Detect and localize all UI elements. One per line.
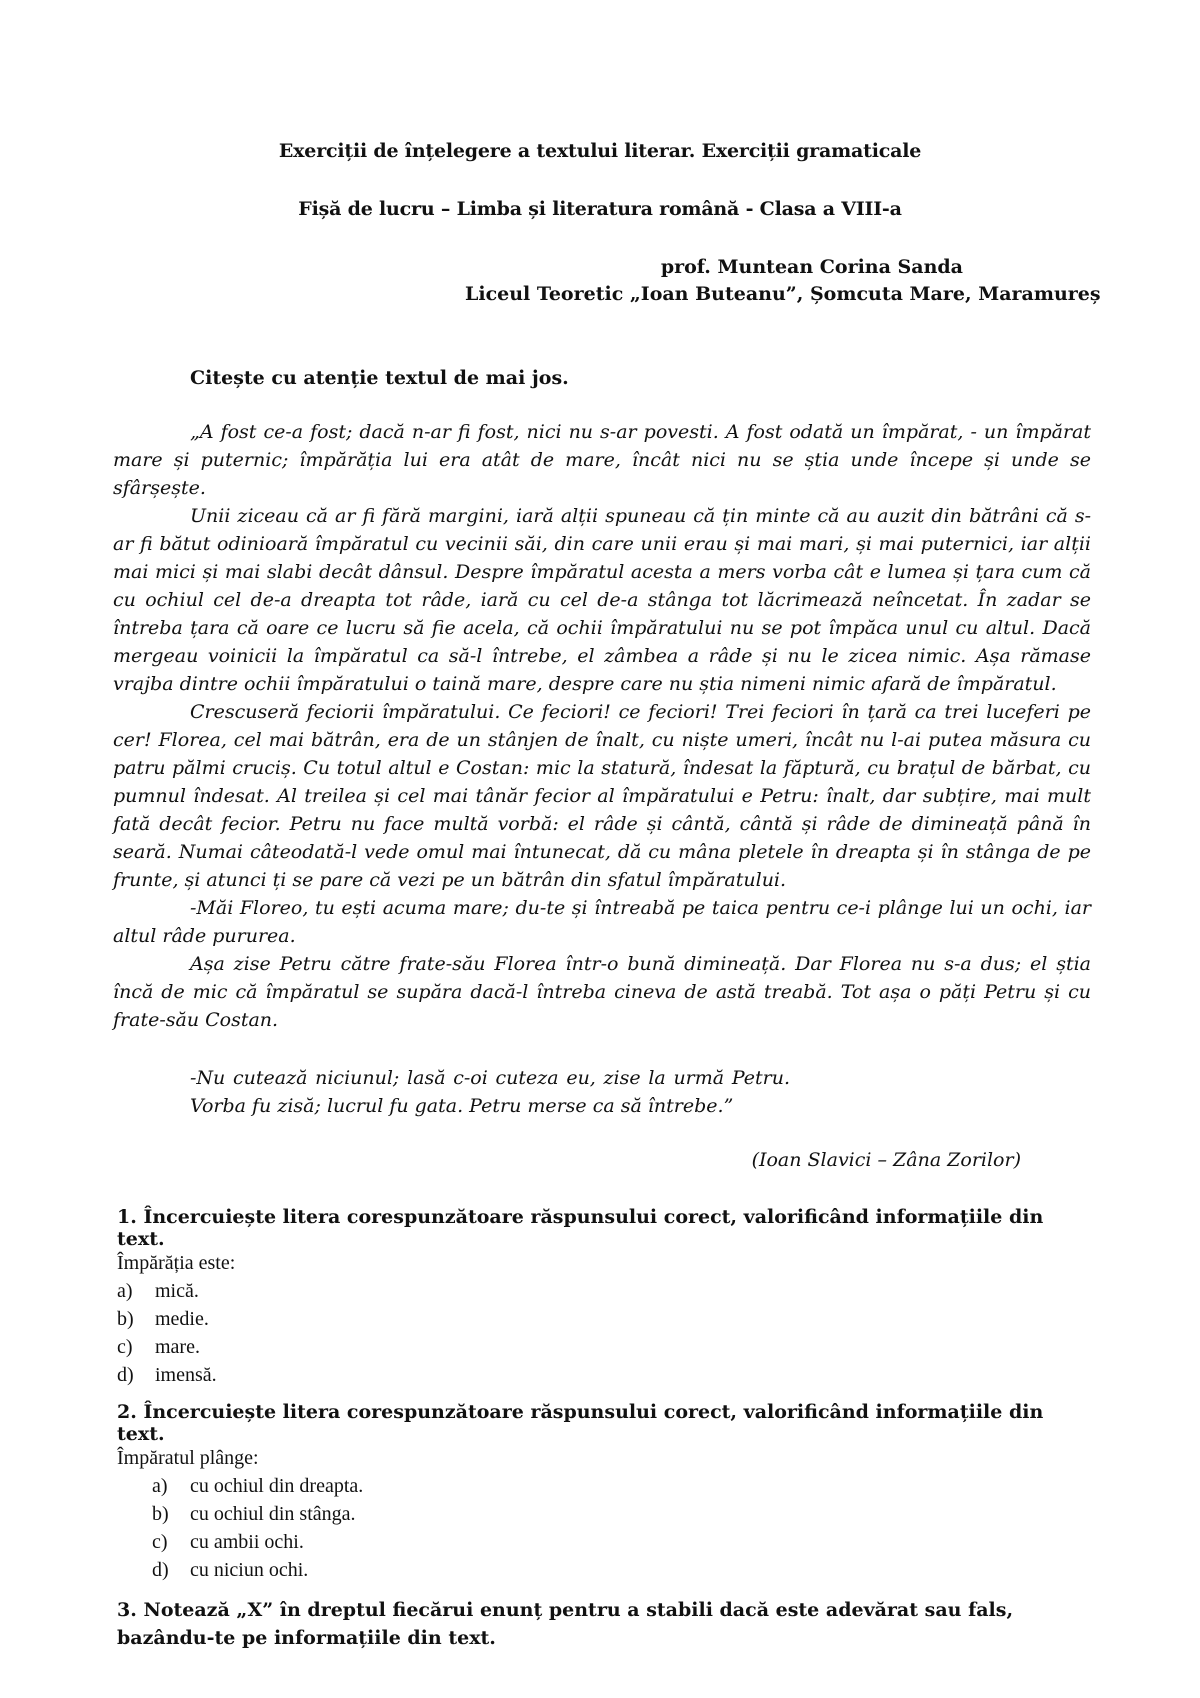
option-text: imensă.	[155, 1364, 217, 1386]
option-text: cu niciun ochi.	[190, 1559, 309, 1581]
reading-instruction: Citește cu atenție textul de mai jos.	[190, 367, 569, 389]
text-paragraph: -Nu cutează niciunul; lasă c-oi cuteza eu, zise la urmă Petru. Vorba fu zisă; lucrul fu gata. Petru merse ca să întrebe.”	[190, 1067, 790, 1117]
answer-option[interactable]	[117, 1305, 1097, 1333]
text-paragraph: „A fost ce-a fost; dacă n-ar fi fost, nici nu s-ar povesti. A fost odată un împărat, - un împărat mare și puternic; împărăția lui era atât de mare, încât nici nu se știa unde începe și unde se sfârșește.	[113, 421, 1091, 499]
option-letter: c)	[152, 1531, 168, 1553]
answer-option[interactable]	[117, 1277, 1097, 1305]
option-letter: c)	[117, 1336, 133, 1358]
option-letter: b)	[117, 1308, 134, 1330]
answer-option[interactable]	[152, 1556, 1097, 1584]
option-letter: d)	[117, 1364, 134, 1386]
question-title: 1. Încercuiește litera corespunzătoare răspunsului corect, valorificând informațiile din text.	[117, 1206, 1044, 1250]
option-text: mică.	[155, 1280, 199, 1302]
answer-options	[152, 1472, 1097, 1584]
option-letter: d)	[152, 1559, 169, 1581]
text-source: (Ioan Slavici – Zâna Zorilor)	[751, 1149, 1021, 1171]
school-name: Liceul Teoretic „Ioan Buteanu”, Șomcuta Mare, Maramureș	[465, 283, 1101, 305]
option-letter: b)	[152, 1503, 169, 1525]
question-title: 2. Încercuiește litera corespunzătoare răspunsului corect, valorificând informațiile din text.	[117, 1401, 1044, 1445]
option-text: cu ambii ochi.	[190, 1531, 304, 1553]
text-paragraph: Așa zise Petru către frate-său Florea într-o bună dimineață. Dar Florea nu s-a dus; el știa încă de mic că împăratul se supăra dacă-l întreba cineva de astă treabă. Tot așa o păți Petru și cu frate-său Costan.	[113, 953, 1091, 1031]
question-2	[117, 1401, 1097, 1584]
text-paragraph: Crescuseră feciorii împăratului. Ce feciori! ce feciori! Trei feciori în țară ca trei luceferi pe cer! Florea, cel mai bătrân, era de un stânjen de înalt, cu niște umeri, încât nu l-ai putea măsura cu patru pălmi cruciș. Cu totul altul e Costan: mic la statură, îndesat la făptură, cu brațul de bărbat, cu pumnul îndesat. Al treilea și cel mai tânăr fecior al împăratului e Petru: înalt, dar subțire, mai mult fată decât fecior. Petru nu face multă vorbă: el râde și cântă, cântă și râde de dimineață până în seară. Numai câteodată-l vede omul mai întunecat, dă cu mâna pletele în dreapta și în stânga de pe frunte, și atunci ți se pare că vezi pe un bătrân din sfatul împăratului.	[113, 701, 1091, 891]
answer-option[interactable]	[117, 1333, 1097, 1361]
text-paragraph: -Măi Floreo, tu ești acuma mare; du-te și întreabă pe taica pentru ce-i plânge lui un ochi, iar altul râde pururea.	[113, 897, 1091, 947]
answer-option[interactable]	[152, 1500, 1097, 1528]
option-text: cu ochiul din dreapta.	[190, 1475, 364, 1497]
document-subtitle: Fișă de lucru – Limba și literatura română - Clasa a VIII-a	[298, 198, 902, 220]
text-ending	[190, 1064, 790, 1120]
answer-option[interactable]	[152, 1472, 1097, 1500]
answer-option[interactable]	[152, 1528, 1097, 1556]
option-text: medie.	[155, 1308, 209, 1330]
author-name: prof. Muntean Corina Sanda	[660, 256, 963, 278]
option-letter: a)	[117, 1280, 133, 1302]
question-3	[117, 1596, 1097, 1652]
option-text: mare.	[155, 1336, 200, 1358]
option-letter: a)	[152, 1475, 168, 1497]
question-stem: Împărăția este:	[117, 1252, 236, 1274]
document-title: Exerciții de înțelegere a textului literar. Exerciții gramaticale	[278, 140, 922, 162]
text-paragraph: Unii ziceau că ar fi fără margini, iară alții spuneau că țin minte că au auzit din bătrâni că s-ar fi bătut odinioară împăratul cu vecinii săi, din care unii erau și mai mari, și mai puternici, iar alții mai mici și mai slabi decât dânsul. Despre împăratul acesta a mers vorba cât e lumea și țara cum că cu ochiul cel de-a dreapta tot râde, iară cu cel de-a stânga tot lăcrimează neîncetat. În zadar se întreba țara că oare ce lucru să fie acela, că ochii împăratului nu se pot împăca unul cu altul. Dacă mergeau voinicii la împăratul ca să-l întrebe, el zâmbea a râde și nu le zicea nimic. Așa rămase vrajba dintre ochii împăratului o taină mare, despre care nu știa nimeni nimic afară de împăratul.	[113, 505, 1091, 695]
question-title: 3. Notează „X” în dreptul fiecărui enunț pentru a stabili dacă este adevărat sau fals, bazându-te pe informațiile din text.	[117, 1599, 1014, 1649]
answer-options	[117, 1277, 1097, 1389]
answer-option[interactable]	[117, 1361, 1097, 1389]
literary-text	[113, 418, 1091, 1034]
option-text: cu ochiul din stânga.	[190, 1503, 356, 1525]
question-1	[117, 1206, 1097, 1389]
question-stem: Împăratul plânge:	[117, 1447, 259, 1469]
